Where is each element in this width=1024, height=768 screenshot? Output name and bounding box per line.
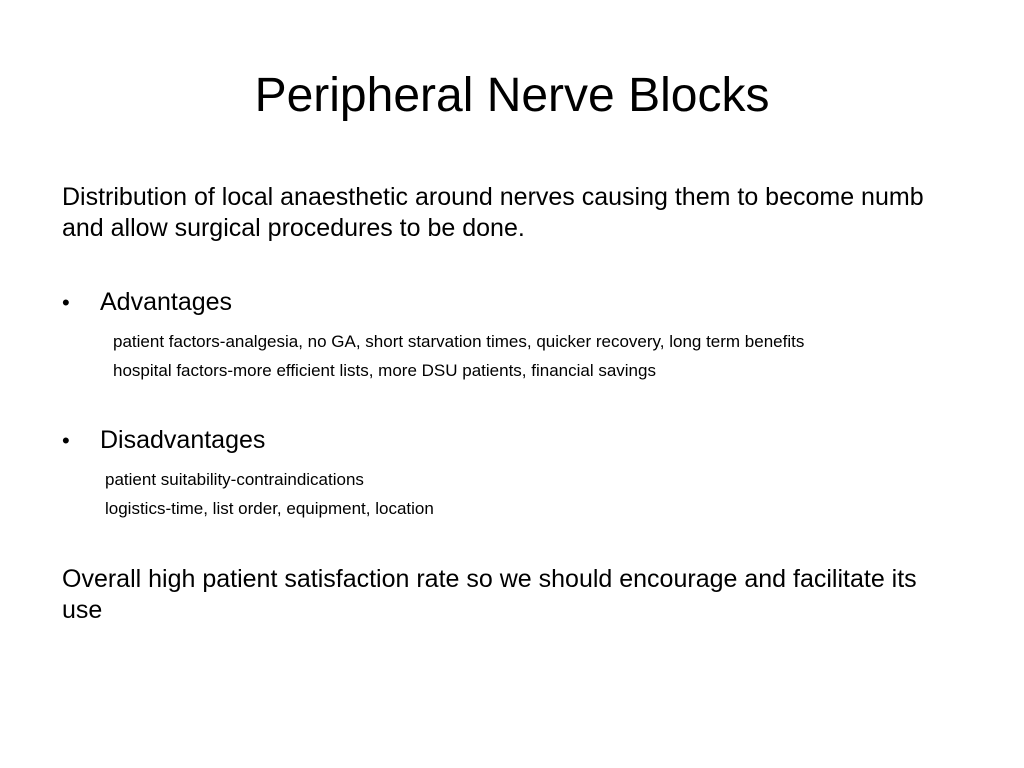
advantages-item: patient factors-analgesia, no GA, short starvation times, quicker recovery, long term benefits <box>113 332 805 351</box>
bullet-icon: • <box>62 428 70 453</box>
disadvantages-item: logistics-time, list order, equipment, location <box>105 499 434 518</box>
disadvantages-heading: Disadvantages <box>100 426 266 454</box>
advantages-item: hospital factors-more efficient lists, more DSU patients, financial savings <box>113 361 656 380</box>
bullet-icon: • <box>62 290 70 315</box>
advantages-heading: Advantages <box>100 288 233 316</box>
intro-paragraph: Distribution of local anaesthetic around nerves causing them to become numb and allow surgical procedures to be done. <box>62 183 924 242</box>
disadvantages-item: patient suitability-contraindications <box>105 470 364 489</box>
advantages-bullet <box>62 287 232 318</box>
conclusion-paragraph: Overall high patient satisfaction rate so we should encourage and facilitate its use <box>62 565 917 624</box>
slide-title: Peripheral Nerve Blocks <box>254 69 770 122</box>
disadvantages-bullet <box>62 425 265 456</box>
